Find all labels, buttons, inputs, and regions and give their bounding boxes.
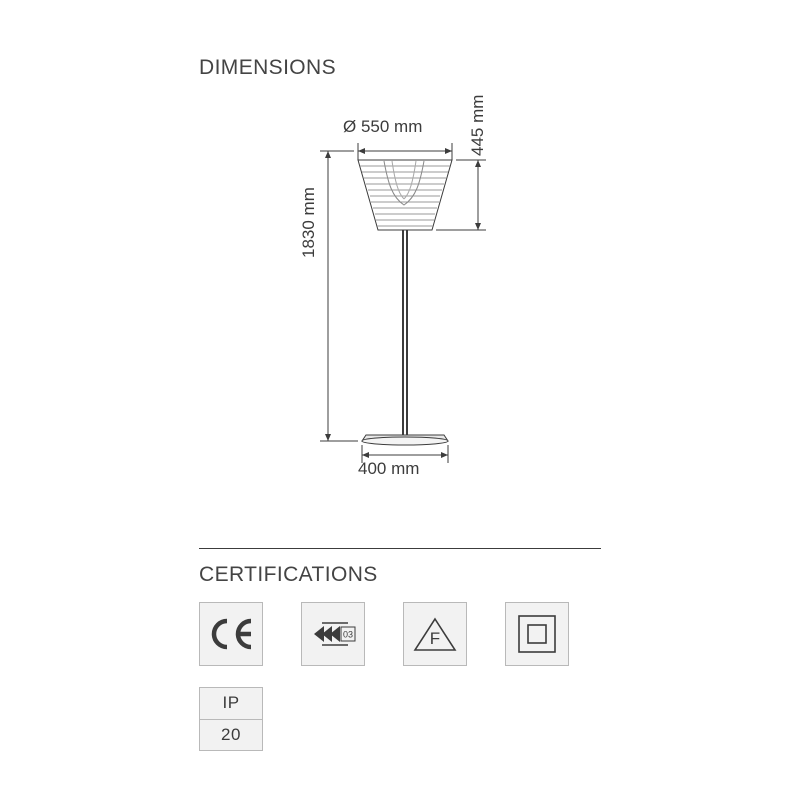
ip-rating-prefix: IP — [200, 688, 262, 720]
shade-height-label: 445 mm — [468, 94, 487, 156]
f-triangle-glyph — [412, 614, 458, 654]
certification-row-primary — [199, 602, 569, 666]
lamp-drawing-svg — [280, 105, 540, 505]
total-height-label: 1830 mm — [299, 187, 318, 258]
certifications-section-title: CERTIFICATIONS — [199, 563, 378, 586]
base-width-label: 400 mm — [358, 459, 420, 478]
class-2-double-insulation-mark-icon — [505, 602, 569, 666]
certification-row-ip — [199, 687, 263, 751]
lamp-dimension-drawing — [280, 105, 540, 505]
ip-rating-value: 20 — [221, 724, 241, 744]
double-square-glyph — [516, 613, 558, 655]
energy-class-number: 03 — [342, 629, 354, 640]
diameter-label: Ø 550 mm — [343, 117, 423, 136]
f-triangle-mark-icon — [403, 602, 467, 666]
ce-mark-icon — [199, 602, 263, 666]
dimensions-section-title: DIMENSIONS — [199, 56, 337, 79]
energy-arrow-glyph — [308, 614, 358, 654]
ip-rating-badge — [199, 687, 263, 751]
f-letter: F — [429, 629, 441, 648]
energy-class-mark-icon — [301, 602, 365, 666]
ce-mark-glyph — [207, 617, 255, 651]
section-divider — [199, 548, 601, 549]
